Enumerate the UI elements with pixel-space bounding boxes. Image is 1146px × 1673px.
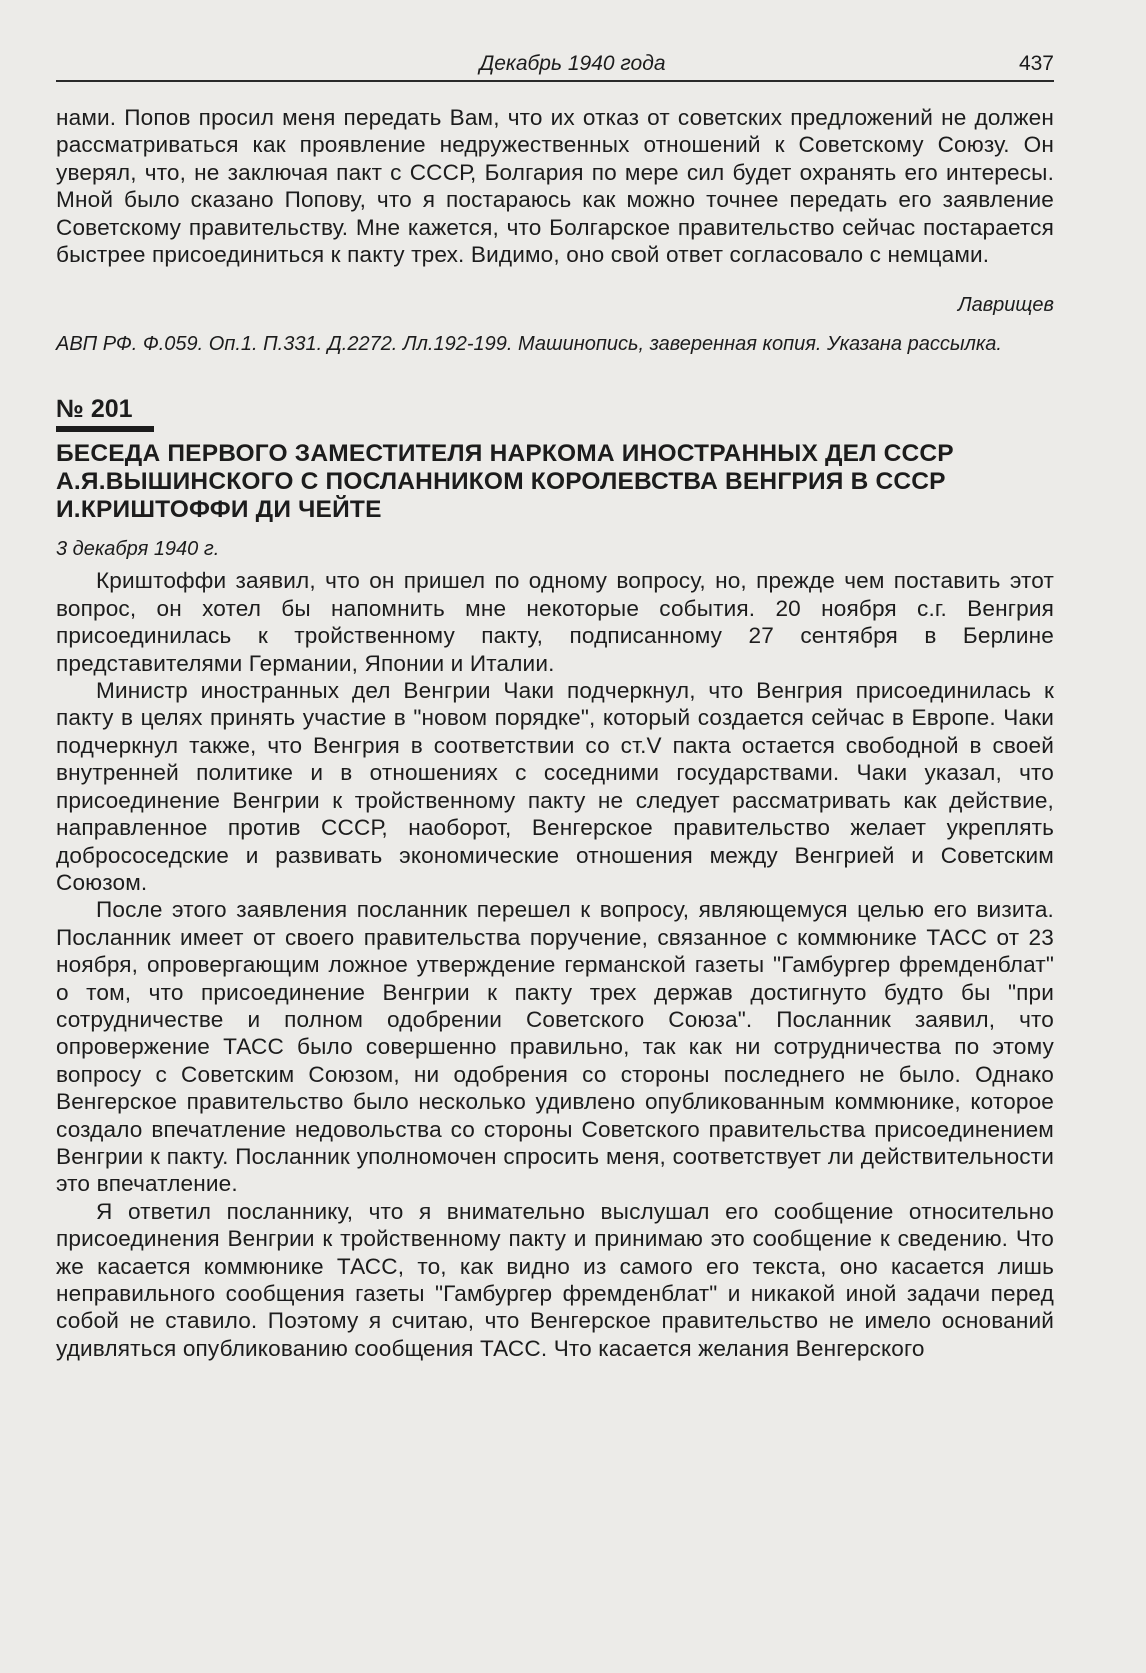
running-title: Декабрь 1940 года [479,52,666,75]
document-number-rule [56,426,154,432]
paragraph: Министр иностранных дел Венгрии Чаки подчеркнул, что Венгрия присоединилась к пакту в целях принять участие в "новом порядке", который создается сейчас в Европе. Чаки подчеркнул также, что Венгрия в соответствии со ст.V пакта остается свободной в своей внутренней политике и в отношениях с соседними государствами. Чаки указал, что присоединение Венгрии к тройственному пакту не следует рассматривать как действие, направленное против СССР, наоборот, Венгерское правительство желает укреплять добрососедские и развивать экономические отношения между Венгрией и Советским Союзом. [56,678,1054,895]
archive-source-note: АВП РФ. Ф.059. Оп.1. П.331. Д.2272. Лл.192-199. Машинопись, заверенная копия. Указана рассылка. [56,333,1002,356]
previous-document-text: нами. Попов просил меня передать Вам, что их отказ от советских предложений не должен рассматриваться как проявление недружественных отношений к Советскому Союзу. Он уверял, что, не заключая пакт с СССР, Болгария по мере сил будет охранять его интересы. Мной было сказано Попову, что я постараюсь как можно точнее передать его заявление Советскому правительству. Мне кажется, что Болгарское правительство сейчас постарается быстрее присоединиться к пакту трех. Видимо, оно свой ответ согласовало с немцами. [56,105,1054,268]
paragraph: Я ответил посланнику, что я внимательно выслушал его сообщение относительно присоединения Венгрии к тройственному пакту и принимаю это сообщение к сведению. Что же касается коммюнике ТАСС, то, как видно из самого его текста, оно касается лишь неправильного сообщения газеты "Гамбургер фремденблат" и никакой иной задачи перед собой не ставило. Поэтому я считаю, что Венгерское правительство не имело оснований удивляться опубликованию сообщения ТАСС. Что касается желания Венгерского [56,1198,1054,1361]
document-title: БЕСЕДА ПЕРВОГО ЗАМЕСТИТЕЛЯ НАРКОМА ИНОСТРАННЫХ ДЕЛ СССР А.Я.ВЫШИНСКОГО С ПОСЛАННИКОМ КОРОЛЕВСТВА ВЕНГРИЯ В СССР И.КРИШТОФФИ ДИ ЧЕЙТЕ [56,440,954,524]
paragraph: Криштоффи заявил, что он пришел по одному вопросу, но, прежде чем поставить этот вопрос, он хотел бы напомнить мне некоторые события. 20 ноября с.г. Венгрия присоединилась к тройственному пакту, подписанному 27 сентября в Берлине представителями Германии, Японии и Италии. [56,568,1054,676]
paragraph: После этого заявления посланник перешел к вопросу, являющемуся целью его визита. Посланник имеет от своего правительства поручение, связанное с коммюнике ТАСС от 23 ноября, опровергающим ложное утверждение германской газеты "Гамбургер фремденблат" о том, что присоединение Венгрии к пакту трех держав достигнуто будто бы "при сотрудничестве и полном одобрении Советского Союза". Посланник заявил, что опровержение ТАСС было совершенно правильно, так как ни сотрудничества по этому вопросу с Советским Союзом, ни одобрения со стороны последнего не было. Однако Венгерское правительство было несколько удивлено опубликованным коммюнике, которое создало впечатление недовольства со стороны Советского правительства присоединением Венгрии к пакту. Посланник уполномочен спросить меня, соответствует ли действительности это впечатление. [56,897,1054,1197]
document-number: № 201 [56,395,133,424]
document-date: 3 декабря 1940 г. [56,538,220,561]
running-header [56,46,1054,82]
page-number: 437 [1018,52,1054,75]
signature: Лаврищев [957,294,1054,317]
